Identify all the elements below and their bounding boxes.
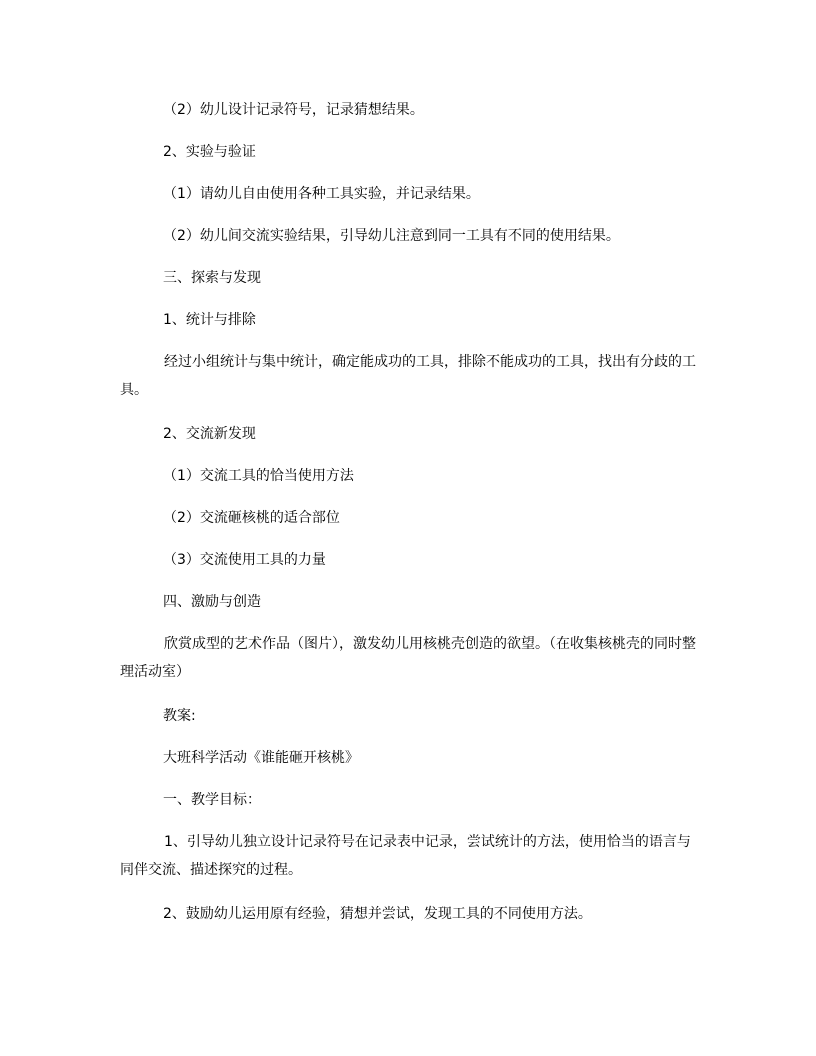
section-heading: 四、激励与创造 [163, 594, 261, 610]
paragraph-line: （2）幼儿间交流实验结果，引导幼儿注意到同一工具有不同的使用结果。 [163, 228, 620, 244]
document-title: 大班科学活动《谁能砸开核桃》 [163, 750, 359, 766]
section-heading: 1、统计与排除 [163, 312, 256, 328]
paragraph-line: （1）交流工具的恰当使用方法 [163, 468, 354, 484]
paragraph-line: （2）交流砸核桃的适合部位 [163, 510, 340, 526]
section-heading: 三、探索与发现 [163, 270, 261, 286]
paragraph-line: （3）交流使用工具的力量 [163, 552, 326, 568]
paragraph: 经过小组统计与集中统计，确定能成功的工具，排除不能成功的工具，找出有分歧的工具。 [120, 354, 696, 398]
paragraph-line: （1）请幼儿自由使用各种工具实验，并记录结果。 [163, 186, 480, 202]
section-heading: 2、交流新发现 [163, 426, 256, 442]
paragraph-line: 2、鼓励幼儿运用原有经验，猜想并尝试，发现工具的不同使用方法。 [163, 906, 592, 922]
label-line: 教案: [163, 708, 196, 724]
paragraph-line: （2）幼儿设计记录符号，记录猜想结果。 [163, 102, 424, 118]
section-heading: 2、实验与验证 [163, 144, 256, 160]
paragraph: 1、引导幼儿独立设计记录符号在记录表中记录，尝试统计的方法，使用恰当的语言与同伴交流、描述探究的过程。 [120, 834, 691, 878]
paragraph: 欣赏成型的艺术作品（图片），激发幼儿用核桃壳创造的欲望。（在收集核桃壳的同时整理活动室） [120, 636, 696, 680]
section-heading: 一、教学目标： [163, 792, 261, 808]
